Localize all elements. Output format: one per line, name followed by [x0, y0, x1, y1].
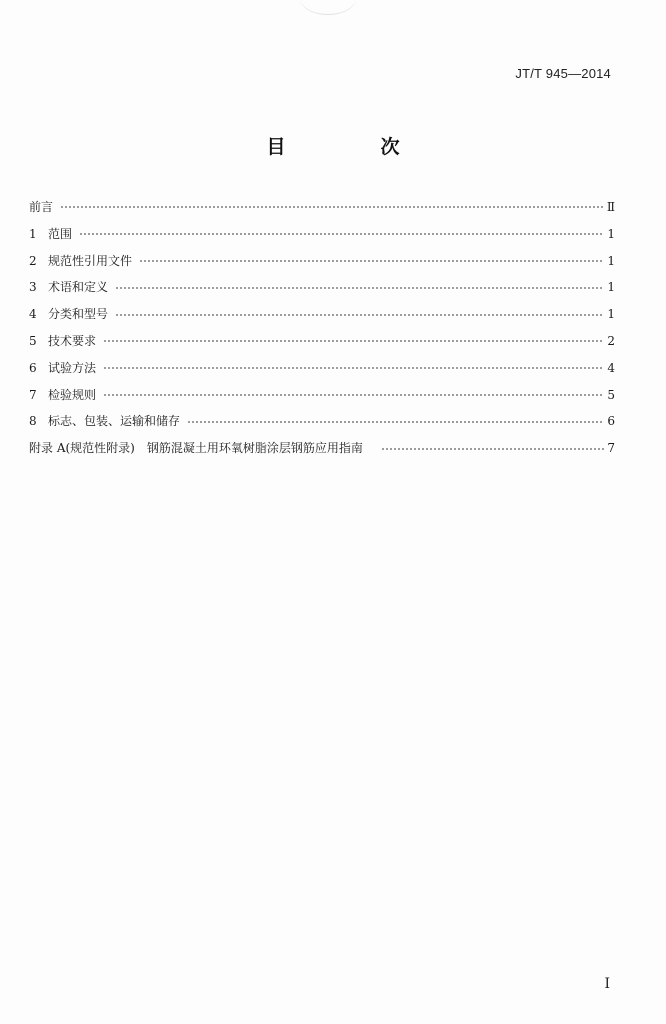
toc-entry-number: 2	[29, 253, 37, 268]
toc-entry-page: 6	[607, 414, 615, 429]
dot-leader	[103, 363, 604, 373]
toc-entry-technical-requirements[interactable]	[29, 328, 615, 355]
scan-artifact	[300, 0, 356, 15]
toc-entry-marking-packaging[interactable]	[29, 408, 615, 435]
toc-entry-label: 技术要求	[48, 333, 97, 348]
toc-entry-page: 1	[607, 226, 615, 241]
toc-entry-test-methods[interactable]	[29, 355, 615, 382]
toc-entry-label: 规范性引用文件	[48, 253, 133, 268]
toc-entry-normative-references[interactable]	[29, 248, 615, 275]
toc-entry-number: 6	[29, 360, 37, 375]
toc-entry-page: 5	[607, 387, 615, 402]
toc-entry-label: 范围	[48, 226, 73, 241]
toc-entry-label: 术语和定义	[48, 280, 109, 295]
toc-entry-label: 标志、包装、运输和储存	[48, 414, 181, 429]
page-title: 目 次	[266, 136, 438, 158]
table-of-contents	[29, 194, 615, 462]
toc-entry-page: 7	[607, 441, 615, 456]
toc-entry-classification[interactable]	[29, 301, 615, 328]
dot-leader	[103, 390, 604, 400]
toc-entry-label: 试验方法	[48, 360, 97, 375]
dot-leader	[103, 336, 604, 346]
toc-entry-label: 检验规则	[48, 387, 97, 402]
toc-entry-number: 5	[29, 333, 37, 348]
toc-entry-page: 4	[607, 360, 615, 375]
toc-entry-page: 2	[607, 333, 615, 348]
toc-entry-number: 4	[29, 307, 37, 322]
toc-entry-page: 1	[607, 280, 615, 295]
toc-entry-number: 7	[29, 387, 37, 402]
toc-entry-page: 1	[607, 253, 615, 268]
dot-leader	[60, 202, 604, 212]
toc-entry-label: 分类和型号	[48, 307, 109, 322]
dot-leader	[187, 417, 604, 427]
toc-entry-page: 1	[607, 307, 615, 322]
toc-entry-inspection-rules[interactable]	[29, 382, 615, 409]
toc-entry-terms-definitions[interactable]	[29, 274, 615, 301]
toc-entry-annex-a[interactable]	[29, 435, 615, 462]
toc-entry-page: Ⅱ	[606, 200, 615, 214]
toc-entry-scope[interactable]	[29, 221, 615, 248]
toc-entry-label: 前言	[29, 200, 54, 214]
dot-leader	[381, 444, 604, 454]
toc-entry-number: 1	[29, 226, 37, 241]
toc-entry-number: 8	[29, 414, 37, 429]
dot-leader	[79, 229, 604, 239]
toc-entry-label: 附录 A(规范性附录) 钢筋混凝土用环氧树脂涂层钢筋应用指南	[29, 441, 363, 456]
dot-leader	[115, 310, 604, 320]
page-number: I	[604, 976, 610, 992]
dot-leader	[115, 283, 604, 293]
toc-entry-preface[interactable]	[29, 194, 615, 221]
toc-entry-number: 3	[29, 280, 37, 295]
standard-code: JT/T 945—2014	[515, 66, 611, 81]
dot-leader	[139, 256, 604, 266]
